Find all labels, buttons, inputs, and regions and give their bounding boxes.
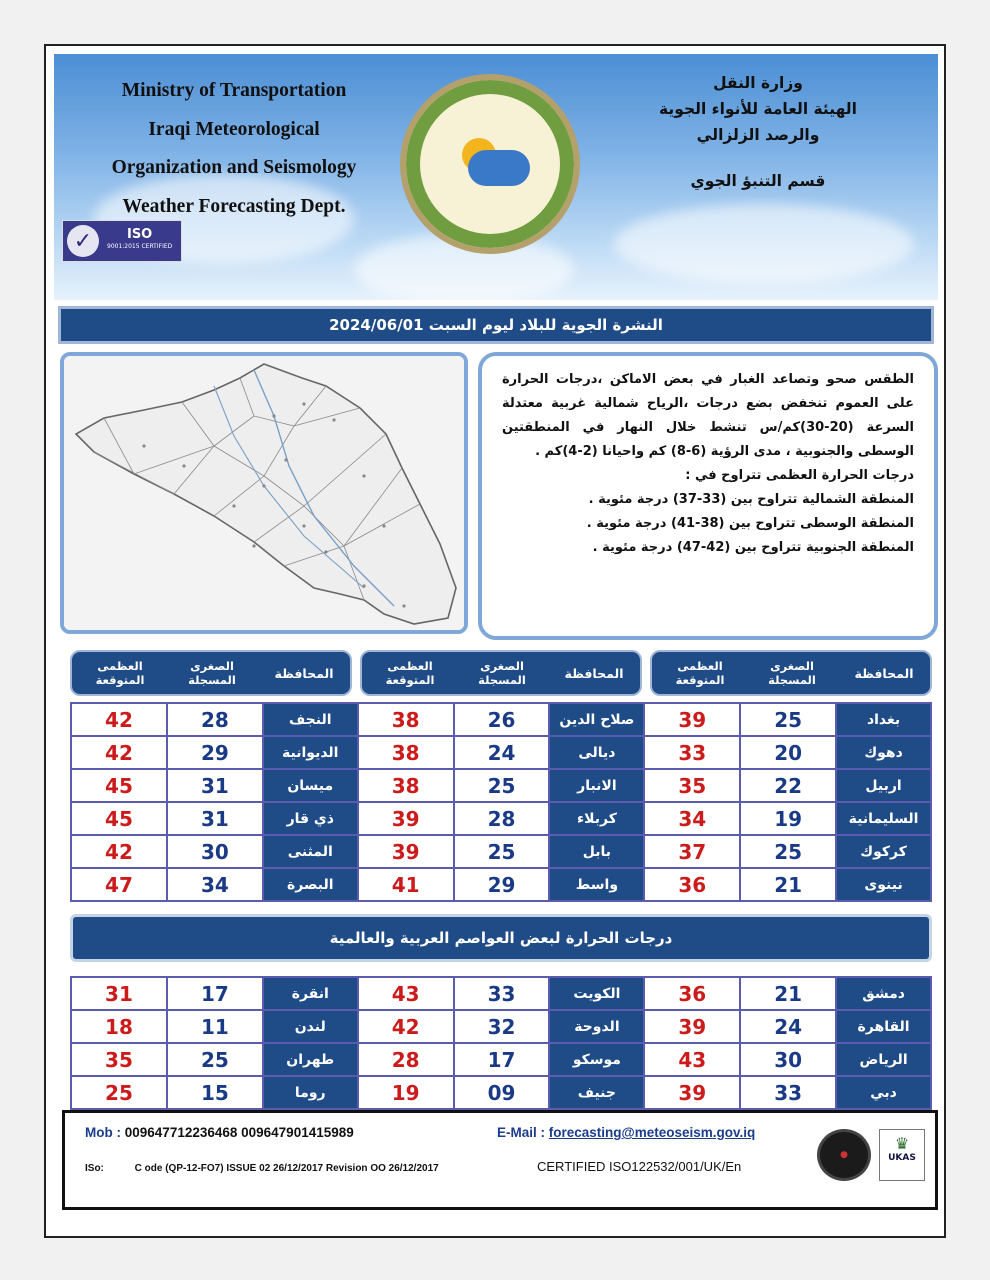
province-name: كركوك [836,835,931,868]
crown-icon: ♛ [894,1134,910,1153]
min-temp: 11 [167,1010,263,1043]
en-line-2: Iraqi Meteorological [148,118,320,140]
province-name: ديالى [549,736,644,769]
min-temp: 25 [740,703,836,736]
iso-code-text: C ode (QP-12-FO7) ISSUE 02 26/12/2017 Revision OO 26/12/2017 [134,1163,439,1174]
english-org-name [64,72,404,226]
table-header-panel-2 [360,650,642,696]
bulletin-page [44,44,946,1238]
mobile-contact [85,1125,354,1140]
table-row [71,703,931,736]
header-province: المحافظة [854,665,914,681]
province-name: كربلاء [549,802,644,835]
max-temp: 38 [358,769,454,802]
min-temp: 31 [167,769,263,802]
province-name: اربيل [836,769,931,802]
max-temp: 43 [358,977,454,1010]
ukas-logo [879,1129,925,1181]
header-min: الصغرى المسجلة [188,659,236,687]
province-name: الديوانية [263,736,358,769]
table-row [71,977,931,1010]
city-name: دمشق [836,977,931,1010]
header-max: العظمى المتوقعة [95,659,145,687]
max-temp: 43 [644,1043,740,1076]
email-link[interactable]: forecasting@meteoseism.gov.iq [548,1125,756,1140]
province-name: صلاح الدين [549,703,644,736]
min-temp: 21 [740,868,836,901]
max-temp: 19 [358,1076,454,1109]
header-max: العظمى المتوقعة [385,659,435,687]
max-temp: 39 [644,703,740,736]
max-temp: 42 [71,835,167,868]
city-name: القاهرة [836,1010,931,1043]
min-temp: 24 [454,736,550,769]
min-temp: 34 [167,868,263,901]
table-row [71,1043,931,1076]
en-line-4: Weather Forecasting Dept. [122,195,346,217]
city-name: الرياض [836,1043,931,1076]
province-name: المثنى [263,835,358,868]
max-temp: 34 [644,802,740,835]
max-temp: 38 [358,703,454,736]
city-name: جنيف [549,1076,644,1109]
ar-line-1: وزارة النقل [713,74,803,92]
table-row [71,868,931,901]
capitals-title: درجات الحرارة لبعض العواصم العربية والعالمية [70,914,932,962]
table-row [71,1010,931,1043]
max-temp: 33 [644,736,740,769]
city-name: دبي [836,1076,931,1109]
min-temp: 09 [454,1076,550,1109]
table-row [71,802,931,835]
header-max: العظمى المتوقعة [675,659,725,687]
ukas-label: UKAS [888,1153,916,1163]
min-temp: 30 [167,835,263,868]
table-row [71,736,931,769]
header-banner [54,54,938,300]
min-temp: 22 [740,769,836,802]
min-temp: 33 [740,1076,836,1109]
capitals-table [70,976,932,1110]
min-temp: 15 [167,1076,263,1109]
en-line-1: Ministry of Transportation [121,80,347,101]
header-min: الصغرى المسجلة [478,659,526,687]
max-temp: 39 [358,835,454,868]
table-row [71,1076,931,1109]
city-name: الكويت [549,977,644,1010]
province-name: واسط [549,868,644,901]
max-temp: 36 [644,977,740,1010]
max-temp: 28 [358,1043,454,1076]
province-name: النجف [263,703,358,736]
max-temp: 39 [644,1076,740,1109]
max-temp: 35 [644,769,740,802]
arabic-org-name [608,70,908,194]
max-temp: 45 [71,802,167,835]
ar-department: قسم التنبؤ الجوي [690,172,826,190]
min-temp: 33 [454,977,550,1010]
min-temp: 28 [454,802,550,835]
max-temp: 38 [358,736,454,769]
max-temp: 35 [71,1043,167,1076]
cloud-icon [468,150,530,186]
certified-text: CERTIFIED ISO122532/001/UK/En [537,1159,742,1174]
city-name: موسكو [549,1043,644,1076]
max-temp: 39 [358,802,454,835]
header-province: المحافظة [564,665,624,681]
province-name: بابل [549,835,644,868]
min-temp: 21 [740,977,836,1010]
iso-label: ISo: [85,1163,104,1174]
min-temp: 20 [740,736,836,769]
ar-line-3: والرصد الزلزالي [696,126,820,144]
organization-seal-logo [400,74,580,254]
table-header-panel-3 [70,650,352,696]
min-temp: 32 [454,1010,550,1043]
contact-footer [62,1110,938,1210]
province-name: ذي قار [263,802,358,835]
max-temp: 45 [71,769,167,802]
min-temp: 25 [454,835,550,868]
city-name: انقرة [263,977,358,1010]
province-name: السليمانية [836,802,931,835]
header-min: الصغرى المسجلة [768,659,816,687]
city-name: طهران [263,1043,358,1076]
mobile-label: Mob : [85,1125,121,1140]
forecast-range-north: المنطقة الشمالية تتراوح بين (33-37) درجة مئوية . [588,492,914,507]
forecast-range-title: درجات الحرارة العظمى تتراوح في : [685,468,914,483]
min-temp: 28 [167,703,263,736]
min-temp: 25 [740,835,836,868]
forecast-range-south: المنطقة الجنوبية تتراوح بين (42-47) درجة مئوية . [592,540,914,555]
forecast-text-box [478,352,938,640]
max-temp: 42 [71,736,167,769]
header-province: المحافظة [274,665,334,681]
province-name: الانبار [549,769,644,802]
province-name: ميسان [263,769,358,802]
min-temp: 17 [167,977,263,1010]
max-temp: 25 [71,1076,167,1109]
province-name: البصرة [263,868,358,901]
city-name: روما [263,1076,358,1109]
en-line-3: Organization and Seismology [111,157,357,178]
bulletin-title: النشرة الجوية للبلاد ليوم السبت 2024/06/01 [58,306,934,344]
province-name: بغداد [836,703,931,736]
checkmark-icon: ✓ [67,225,99,257]
min-temp: 24 [740,1010,836,1043]
forecast-range-central: المنطقة الوسطى تتراوح بين (38-41) درجة مئوية . [586,516,914,531]
table-row [71,835,931,868]
table-row [71,769,931,802]
max-temp: 36 [644,868,740,901]
email-contact [497,1125,755,1140]
min-temp: 29 [454,868,550,901]
iso-badge [62,220,182,262]
max-temp: 41 [358,868,454,901]
province-name: نينوى [836,868,931,901]
iso-code [85,1163,439,1174]
min-temp: 25 [167,1043,263,1076]
provinces-table [70,702,932,902]
max-temp: 47 [71,868,167,901]
certification-seal-icon: ● [817,1129,871,1181]
email-label: E-Mail : [497,1125,546,1140]
iraq-map [60,352,468,634]
min-temp: 19 [740,802,836,835]
max-temp: 18 [71,1010,167,1043]
forecast-paragraph: الطقس صحو وتصاعد الغبار في بعض الاماكن ،درجات الحرارة على العموم تنخفض بضع درجات ،الرياح شمالية غربية معتدلة السرعة (20-30)كم/س تنشط خلال النهار في المنطقتين الوسطى والجنوبية ، مدى الرؤية (6-8) كم واحيانا (2-4)كم . [502,372,914,459]
iso-badge-title: ISO [126,227,153,242]
min-temp: 25 [454,769,550,802]
province-name: دهوك [836,736,931,769]
table-header-panel-1 [650,650,932,696]
max-temp: 37 [644,835,740,868]
max-temp: 31 [71,977,167,1010]
max-temp: 39 [644,1010,740,1043]
min-temp: 26 [454,703,550,736]
max-temp: 42 [71,703,167,736]
city-name: لندن [263,1010,358,1043]
mobile-numbers: 009647712236468 009647901415989 [124,1125,354,1140]
min-temp: 31 [167,802,263,835]
min-temp: 29 [167,736,263,769]
city-name: الدوحة [549,1010,644,1043]
min-temp: 30 [740,1043,836,1076]
ar-line-2: الهيئة العامة للأنواء الجوية [659,100,857,118]
max-temp: 42 [358,1010,454,1043]
iraq-map-drawing [64,356,464,630]
iso-badge-subtitle: 9001:2015 CERTIFIED [107,243,173,250]
min-temp: 17 [454,1043,550,1076]
